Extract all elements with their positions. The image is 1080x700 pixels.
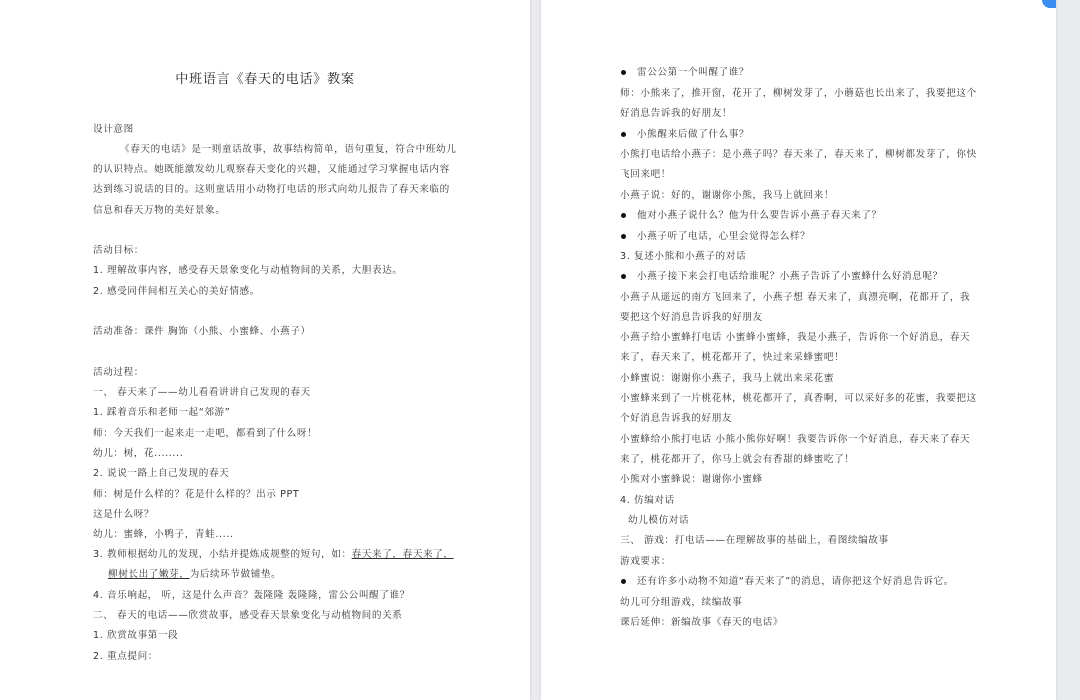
text-line: 飞回来吧！ bbox=[620, 169, 671, 180]
text-line: 2. 重点提问： bbox=[93, 651, 158, 662]
text-line: 4. 仿编对话 bbox=[620, 495, 675, 506]
text-line: 他对小燕子说什么？他为什么要告诉小燕子春天来了？ bbox=[637, 210, 882, 221]
text-line: 好消息告诉我的好朋友！ bbox=[620, 108, 733, 119]
text-line: 4. 音乐响起， 听，这是什么声音？轰隆隆 轰隆隆，雷公公叫醒了谁？ bbox=[93, 590, 410, 601]
bullet-dot-icon bbox=[621, 579, 626, 584]
text-line: 幼儿模仿对话 bbox=[628, 515, 690, 526]
text-line: 设计意图 bbox=[93, 124, 134, 135]
text-line: 课后延伸：新编故事《春天的电话》 bbox=[620, 617, 784, 628]
underlined-text: 柳树长出了嫩芽， bbox=[108, 569, 190, 580]
text-line: 游戏要求： bbox=[620, 556, 671, 567]
text-line: 三、 游戏：打电话——在理解故事的基础上，看图续编故事 bbox=[620, 535, 889, 546]
text-line: 幼儿可分组游戏，续编故事 bbox=[620, 597, 743, 608]
text-line: 小燕子接下来会打电话给谁呢？小燕子告诉了小蜜蜂什么好消息呢？ bbox=[637, 271, 943, 282]
text-line: 1. 理解故事内容，感受春天景象变化与动植物间的关系，大胆表达。 bbox=[93, 265, 403, 276]
text-line: 幼儿：蜜蜂，小鸭子，青蛙..... bbox=[93, 529, 234, 540]
text-line: 来了，桃花都开了，你马上就会有香甜的蜂蜜吃了！ bbox=[620, 454, 855, 465]
text-line: 师：今天我们一起来走一走吧，都看到了什么呀！ bbox=[93, 428, 318, 439]
text-line: 活动准备：课件 胸饰（小熊、小蜜蜂、小燕子） bbox=[93, 326, 311, 337]
text-line bbox=[108, 568, 281, 581]
text-line: 2. 说说一路上自己发现的春天 bbox=[93, 468, 230, 479]
page-right bbox=[541, 0, 1056, 700]
text-line: 1. 欣赏故事第一段 bbox=[93, 630, 179, 641]
text-line: 小燕子从遥远的南方飞回来了，小燕子想 春天来了，真漂亮啊，花都开了，我 bbox=[620, 292, 971, 303]
text-line: 雷公公第一个叫醒了谁？ bbox=[637, 67, 750, 78]
text-line bbox=[93, 548, 454, 561]
text-line: 师：小熊来了，推开窗，花开了，柳树发芽了，小蘑菇也长出来了，我要把这个 bbox=[620, 88, 977, 99]
bullet-dot-icon bbox=[621, 213, 626, 218]
text-line: 还有许多小动物不知道“春天来了”的消息，请你把这个好消息告诉它。 bbox=[637, 576, 954, 587]
text-line: 小蜜蜂给小熊打电话 小熊小熊你好啊！我要告诉你一个好消息，春天来了春天 bbox=[620, 434, 971, 445]
bullet-dot-icon bbox=[621, 132, 626, 137]
text-line: 《春天的电话》是一则童话故事，故事结构简单，语句重复，符合中班幼儿 bbox=[120, 144, 457, 155]
text-line: 活动过程： bbox=[93, 367, 144, 378]
text-line: 小燕子听了电话，心里会觉得怎么样？ bbox=[637, 231, 811, 242]
text-line: 小蜜蜂来到了一片桃花林，桃花都开了，真香啊，可以采好多的花蜜，我要把这 bbox=[620, 393, 977, 404]
text-line: 二、 春天的电话——欣赏故事，感受春天景象变化与动植物间的关系 bbox=[93, 610, 403, 621]
text-span: 为后续环节做铺垫。 bbox=[189, 569, 282, 580]
page-left bbox=[0, 0, 530, 700]
text-line: 达到练习说话的目的。这则童话用小动物打电话的形式向幼儿报告了春天来临的 bbox=[93, 184, 450, 195]
text-line: 幼儿：树，花........ bbox=[93, 448, 184, 459]
text-line: 小蜂蜜说：谢谢你小燕子，我马上就出来采花蜜 bbox=[620, 373, 835, 384]
text-span: 3. 教师根据幼儿的发现，小结并提炼成规整的短句，如： bbox=[93, 549, 352, 560]
underlined-text: 春天来了，春天来了， bbox=[351, 549, 454, 560]
text-line: 活动目标： bbox=[93, 245, 144, 256]
bullet-dot-icon bbox=[621, 274, 626, 279]
text-line: 3. 复述小熊和小燕子的对话 bbox=[620, 251, 747, 262]
text-line: 小熊对小蜜蜂说：谢谢你小蜜蜂 bbox=[620, 474, 763, 485]
text-line: 这是什么呀？ bbox=[93, 509, 155, 520]
text-line: 小燕子给小蜜蜂打电话 小蜜蜂小蜜蜂，我是小燕子，告诉你一个好消息，春天 bbox=[620, 332, 971, 343]
text-line: 小熊醒来后做了什么事？ bbox=[637, 129, 750, 140]
text-line: 信息和春天万物的美好景象。 bbox=[93, 205, 226, 216]
scroll-indicator[interactable] bbox=[1042, 0, 1056, 8]
text-line: 2. 感受同伴间相互关心的美好情感。 bbox=[93, 286, 260, 297]
text-line: 的认识特点。她既能激发幼儿观察春天变化的兴趣，又能通过学习掌握电话内容 bbox=[93, 164, 450, 175]
text-line: 1. 踩着音乐和老师一起“郊游” bbox=[93, 407, 231, 418]
bullet-dot-icon bbox=[621, 234, 626, 239]
text-line: 来了，春天来了，桃花都开了，快过来采蜂蜜吧！ bbox=[620, 352, 845, 363]
document-title: 中班语言《春天的电话》教案 bbox=[175, 72, 355, 87]
text-line: 小燕子说：好的，谢谢你小熊，我马上就回来！ bbox=[620, 190, 835, 201]
text-line: 要把这个好消息告诉我的好朋友 bbox=[620, 312, 763, 323]
text-line: 一、 春天来了——幼儿看看讲讲自己发现的春天 bbox=[93, 387, 311, 398]
text-line: 师：树是什么样的？花是什么样的？出示 PPT bbox=[93, 489, 300, 500]
bullet-dot-icon bbox=[621, 70, 626, 75]
text-line: 个好消息告诉我的好朋友 bbox=[620, 413, 733, 424]
text-line: 小熊打电话给小燕子：是小燕子吗？春天来了，春天来了，柳树都发芽了，你快 bbox=[620, 149, 977, 160]
